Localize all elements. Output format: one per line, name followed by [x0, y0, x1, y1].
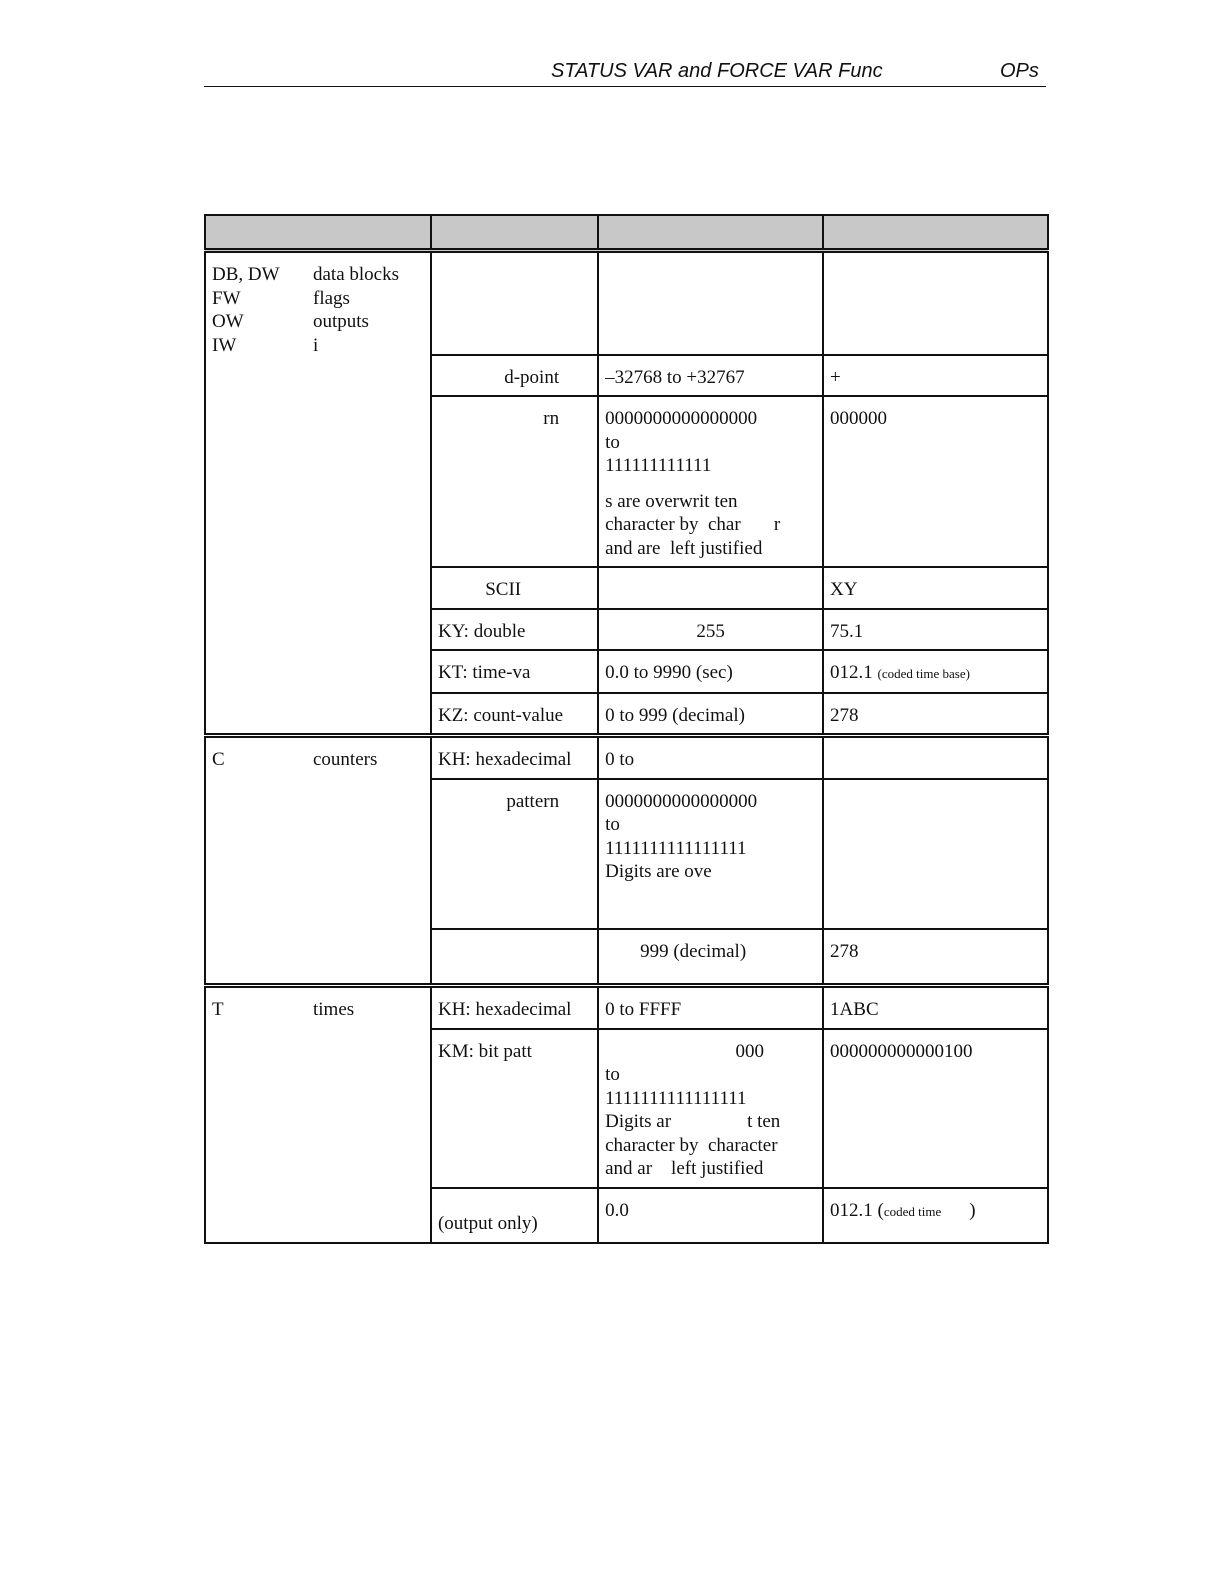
range-cell: 0000000000000000 to 1111111111111111 Digits are ove: [598, 779, 823, 929]
range-cell: 0000000000000000 to 111111111111 s are overwrit ten character by char r and are left justified: [598, 396, 823, 567]
table-row: [205, 251, 1048, 355]
header-cell-range: [598, 215, 823, 251]
operand-line: [212, 334, 424, 358]
running-header-title: STATUS VAR and FORCE VAR Func: [551, 60, 883, 82]
operand-desc: outputs: [313, 311, 369, 332]
operand-code: C: [212, 749, 225, 770]
format-cell: KZ: count-value: [431, 693, 598, 736]
running-header-ops: OPs: [1000, 60, 1039, 82]
format-cell: rn: [431, 396, 598, 567]
range-cell: 000 to 1111111111111111 Digits ar t ten character by character and ar left justified: [598, 1029, 823, 1188]
example-cell: [823, 251, 1048, 355]
operand-code: DB, DW: [212, 264, 280, 285]
example-cell: 000000: [823, 396, 1048, 567]
operand-format-table: [204, 214, 1049, 1244]
range-cell: [598, 567, 823, 609]
format-cell: pattern: [431, 779, 598, 929]
format-cell: KH: hexadecimal: [431, 736, 598, 779]
example-cell: 278: [823, 929, 1048, 986]
operand-code: IW: [212, 334, 237, 356]
example-cell: 278: [823, 693, 1048, 736]
header-cell-operand: [205, 215, 431, 251]
range-cell: 0 to 999 (decimal): [598, 693, 823, 736]
format-cell: KT: time-va: [431, 650, 598, 693]
range-cell: 0 to: [598, 736, 823, 779]
range-cell: –32768 to +32767: [598, 355, 823, 397]
range-cell: 0 to FFFF: [598, 986, 823, 1029]
range-cell: 999 (decimal): [598, 929, 823, 986]
header-cell-format: [431, 215, 598, 251]
operand-line: [212, 287, 424, 311]
format-cell: KM: bit patt: [431, 1029, 598, 1188]
format-cell: [431, 251, 598, 355]
range-cell: 0.0: [598, 1188, 823, 1243]
operand-line: [212, 748, 424, 772]
example-cell: +: [823, 355, 1048, 397]
operand-cell: [205, 986, 431, 1243]
example-cell: 012.1 (coded time ): [823, 1188, 1048, 1243]
range-cell: [598, 251, 823, 355]
operand-cell: [205, 251, 431, 736]
format-cell: [431, 929, 598, 986]
example-cell: 75.1: [823, 609, 1048, 651]
format-cell: d-point: [431, 355, 598, 397]
example-cell: XY: [823, 567, 1048, 609]
operand-line: [212, 310, 424, 334]
format-cell: (output only): [431, 1188, 598, 1243]
operand-line: [212, 998, 424, 1022]
format-cell: KY: double: [431, 609, 598, 651]
operand-code: T: [212, 999, 224, 1020]
example-cell: [823, 736, 1048, 779]
operand-desc: data blocks: [313, 264, 400, 285]
format-cell: KH: hexadecimal: [431, 986, 598, 1029]
example-cell: [823, 779, 1048, 929]
range-cell: 255: [598, 609, 823, 651]
example-cell: 1ABC: [823, 986, 1048, 1029]
operand-desc: i: [313, 334, 319, 356]
example-cell: 012.1 (coded time base): [823, 650, 1048, 693]
operand-code: OW: [212, 311, 244, 332]
operand-desc: counters: [313, 749, 378, 770]
header-rule: [204, 86, 1046, 87]
range-cell: 0.0 to 9990 (sec): [598, 650, 823, 693]
operand-desc: times: [313, 999, 355, 1020]
operand-desc: flags: [313, 287, 350, 309]
table-row: [205, 986, 1048, 1029]
table-header-row: [205, 215, 1048, 251]
operand-code: FW: [212, 287, 241, 309]
header-cell-example: [823, 215, 1048, 251]
operand-cell: [205, 736, 431, 986]
table-row: [205, 736, 1048, 779]
format-cell: SCII: [431, 567, 598, 609]
operand-line: [212, 263, 424, 287]
example-cell: 000000000000100: [823, 1029, 1048, 1188]
